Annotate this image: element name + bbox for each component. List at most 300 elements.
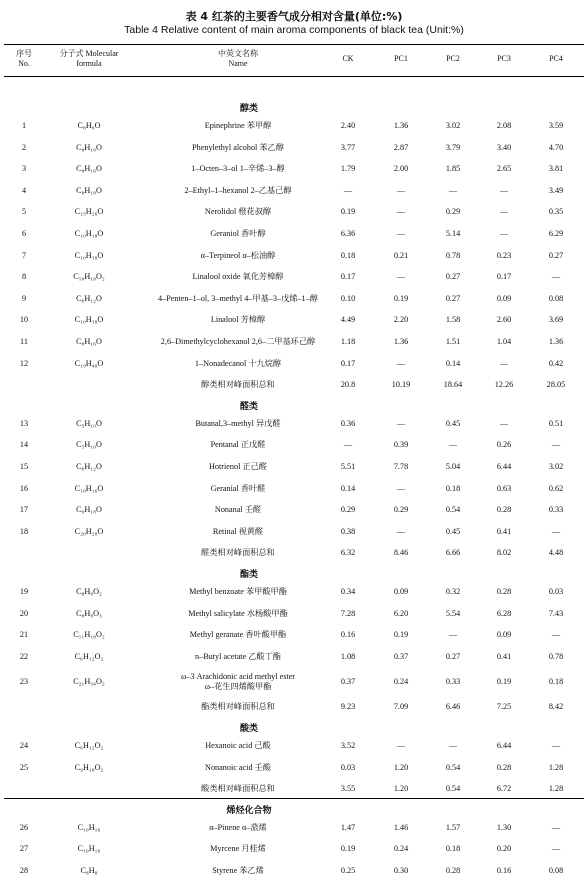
cell-pc4: 1.36 <box>548 337 564 346</box>
cell-pc1: 0.19 <box>393 630 409 640</box>
header-formula-cn: 分子式 Molecular <box>59 49 119 58</box>
cell-pc3: 0.63 <box>496 483 512 493</box>
cell-pc2: 0.32 <box>445 587 461 596</box>
cell-ck: 0.25 <box>340 866 356 875</box>
cell-pc2: 1.85 <box>445 164 461 174</box>
table-row <box>4 353 584 375</box>
cell-pc3: 1.30 <box>496 822 512 832</box>
table-row <box>4 860 584 882</box>
cell-pc4: 6.29 <box>548 229 564 238</box>
cell-pc2: 3.79 <box>445 142 461 152</box>
cell-no: 12 <box>19 358 29 368</box>
name-line-1: ω–3 Arachidonic acid methyl ester <box>180 672 296 682</box>
section-header <box>4 394 584 414</box>
header-no-cn: 序号 <box>16 49 32 58</box>
section-title: 酯类 <box>239 570 258 580</box>
cell-pc2: 0.27 <box>445 272 461 282</box>
cell-name: n–Butyl acetate 乙酸丁酯 <box>195 651 281 661</box>
cell-formula: C₉H₁₈O₂ <box>74 762 104 772</box>
cell-pc3: 2.08 <box>496 121 512 130</box>
table-row <box>4 499 584 521</box>
cell-ck: 9.23 <box>340 702 356 712</box>
header-pc3: PC3 <box>497 54 511 63</box>
table-row <box>4 581 584 603</box>
header-no-en: No. <box>18 59 30 68</box>
header-pc1: PC1 <box>394 54 408 63</box>
cell-ck: 0.16 <box>340 630 356 640</box>
cell-pc2: 1.58 <box>445 315 461 325</box>
cell-pc2: 0.33 <box>445 677 461 687</box>
cell-no: 25 <box>19 762 29 772</box>
cell-pc2: 0.27 <box>445 651 461 661</box>
cell-pc2: 0.78 <box>445 250 461 260</box>
table-row <box>4 735 584 757</box>
cell-pc4: –– <box>551 822 561 832</box>
header-pc2: PC2 <box>446 54 460 63</box>
cell-formula: C₁₀H₁₈O <box>74 229 104 238</box>
cell-pc1: 7.09 <box>393 702 409 712</box>
cell-no: 2 <box>21 142 27 152</box>
header-ck: CK <box>342 54 354 63</box>
header-pc4: PC4 <box>549 54 563 63</box>
cell-name: Nonanoic acid 壬酸 <box>205 762 271 772</box>
table-row <box>4 309 584 331</box>
cell-pc1: –– <box>396 483 406 493</box>
cell-pc2: 0.54 <box>445 762 461 772</box>
cell-formula: C₆H₁₂O₂ <box>74 741 104 750</box>
cell-pc2: 0.54 <box>445 784 461 794</box>
cell-pc1: 2.20 <box>393 315 409 325</box>
cell-pc4: –– <box>551 440 561 450</box>
cell-no: 18 <box>19 526 29 536</box>
table-title-cn: 表 4 红茶的主要香气成分相对含量(单位:%) <box>185 10 403 23</box>
cell-pc4: 0.42 <box>548 358 564 368</box>
cell-formula: C₈H₈O₂ <box>76 587 102 596</box>
cell-no: 4 <box>21 185 27 195</box>
cell-pc4: 0.51 <box>548 418 564 428</box>
section-header <box>4 798 584 818</box>
cell-pc1: 0.30 <box>393 866 409 875</box>
cell-pc1: 1.20 <box>393 762 409 772</box>
cell-pc3: 2.65 <box>496 164 512 174</box>
table-row <box>4 667 584 697</box>
table-title-en: Table 4 Relative content of main aroma components of black tea (Unit:%) <box>124 24 464 36</box>
cell-no: 8 <box>21 272 27 282</box>
cell-pc4: 3.02 <box>548 462 564 471</box>
cell-pc3: 0.41 <box>496 651 512 661</box>
cell-ck: 0.10 <box>340 293 356 303</box>
cell-pc1: –– <box>396 185 406 195</box>
cell-no: 14 <box>19 440 29 450</box>
cell-formula: C₆H₁₂O <box>76 293 102 303</box>
cell-pc4: 0.08 <box>548 866 564 875</box>
cell-pc3: 0.16 <box>496 866 512 875</box>
cell-pc3: 0.28 <box>496 505 512 515</box>
cell-pc3: 3.40 <box>496 142 512 152</box>
table-row <box>4 266 584 288</box>
cell-name: Epinephrine 苯甲醇 <box>204 121 272 130</box>
cell-pc3: –– <box>499 229 509 238</box>
cell-pc4: 0.35 <box>548 207 564 217</box>
cell-pc2: –– <box>448 741 458 750</box>
cell-ck: 3.55 <box>340 784 356 794</box>
cell-no: 16 <box>19 483 29 493</box>
cell-name: α–Pinene α–蒎烯 <box>209 822 267 832</box>
cell-name: Linalool oxide 氧化芳樟醇 <box>192 272 284 282</box>
cell-formula: C₈H₈O <box>77 121 101 130</box>
cell-formula: C₉H₁₈O <box>76 505 102 515</box>
cell-pc2: 1.57 <box>445 822 461 832</box>
cell-no: 10 <box>19 315 29 325</box>
cell-pc4: 0.18 <box>548 677 564 687</box>
cell-pc1: 1.36 <box>393 337 409 346</box>
cell-name: α–Terpineol α–松油醇 <box>200 250 276 260</box>
cell-no: 1 <box>21 121 27 130</box>
cell-pc3: –– <box>499 358 509 368</box>
cell-pc2: 6.46 <box>445 702 461 712</box>
cell-pc4: 28.05 <box>546 380 566 390</box>
cell-pc4: 7.43 <box>548 608 564 618</box>
cell-formula: C₁₅H₂₆O <box>74 207 104 217</box>
cell-no: 19 <box>19 587 29 596</box>
cell-ck: 0.19 <box>340 207 356 217</box>
cell-ck: 2.40 <box>340 121 356 130</box>
cell-formula: C₆H₁₂O <box>76 462 102 471</box>
cell-pc2: 5.04 <box>445 462 461 471</box>
cell-ck: 0.36 <box>340 418 356 428</box>
cell-pc4: 1.28 <box>548 762 564 772</box>
cell-formula: C₈H₁₀O <box>76 142 102 152</box>
cell-pc1: 0.24 <box>393 844 409 854</box>
cell-pc1: 7.78 <box>393 462 409 471</box>
cell-ck: 0.17 <box>340 358 356 368</box>
section-header <box>4 716 584 736</box>
cell-name: 2–Ethyl–1–hexanol 2–乙基己醇 <box>184 185 292 195</box>
table-row <box>4 603 584 625</box>
cell-pc3: 0.09 <box>496 293 512 303</box>
cell-ck: 0.29 <box>340 505 356 515</box>
cell-name: 1–Octen–3–ol 1–辛烯–3–醇 <box>191 164 285 174</box>
cell-formula: C₆H₁₂O₂ <box>74 651 104 661</box>
table-row <box>4 288 584 310</box>
cell-ck: 0.34 <box>340 587 356 596</box>
cell-formula: C₅H₁₀O <box>76 418 102 428</box>
cell-pc1: 10.19 <box>391 380 411 390</box>
cell-formula: C₁₀H₁₆ <box>77 822 101 832</box>
cell-pc4: 0.03 <box>548 587 564 596</box>
cell-formula: C₁₀H₁₈O₂ <box>73 272 105 282</box>
cell-no: 24 <box>19 741 29 750</box>
cell-pc4: 3.49 <box>548 185 564 195</box>
cell-pc1: 0.09 <box>393 587 409 596</box>
table-row <box>4 478 584 500</box>
cell-pc4: 3.69 <box>548 315 564 325</box>
cell-pc3: 0.26 <box>496 440 512 450</box>
cell-name: 醇类相对峰面积总和 <box>201 380 275 390</box>
cell-pc1: 1.20 <box>393 784 409 794</box>
cell-name: Myrcene 月桂烯 <box>210 844 266 854</box>
table-row <box>4 331 584 353</box>
cell-pc1: –– <box>396 526 406 536</box>
cell-pc2: 0.28 <box>445 866 461 875</box>
cell-name: 酯类相对峰面积总和 <box>201 702 275 712</box>
cell-pc1: –– <box>396 358 406 368</box>
cell-ck: 0.14 <box>340 483 356 493</box>
cell-pc2: 18.64 <box>443 380 463 390</box>
table-row <box>4 201 584 223</box>
cell-pc1: 0.37 <box>393 651 409 661</box>
cell-no: 26 <box>19 822 29 832</box>
header-name-en: Name <box>228 59 248 68</box>
cell-name: Butanal,3–methyl 异戊醛 <box>195 418 281 428</box>
cell-no: 11 <box>20 337 28 346</box>
cell-pc3: 0.19 <box>496 677 512 687</box>
cell-no: 13 <box>19 418 29 428</box>
cell-no: 3 <box>21 164 27 174</box>
cell-no: 5 <box>21 207 27 217</box>
table-row <box>4 223 584 245</box>
cell-no: 17 <box>19 505 29 515</box>
table-row <box>4 434 584 456</box>
cell-pc1: –– <box>396 272 406 282</box>
table-row <box>4 456 584 478</box>
cell-pc3: 6.28 <box>496 608 512 618</box>
cell-name: Phenylethyl alcohol 苯乙醇 <box>192 142 284 152</box>
cell-pc3: 6.44 <box>496 741 512 750</box>
cell-pc2: 0.27 <box>445 293 461 303</box>
table-row <box>4 413 584 435</box>
cell-ck: 6.32 <box>340 548 356 558</box>
cell-formula: C₁₉H₄₀O <box>74 358 104 368</box>
cell-no: 27 <box>19 844 29 854</box>
cell-ck: 0.37 <box>340 677 356 687</box>
cell-formula: C₂₀H₂₈O <box>74 526 104 536</box>
cell-pc1: 8.46 <box>393 548 409 558</box>
cell-name: 酸类相对峰面积总和 <box>201 784 275 794</box>
cell-pc4: –– <box>551 741 561 750</box>
cell-pc4: 0.62 <box>548 483 564 493</box>
cell-pc2: 5.54 <box>445 608 461 618</box>
cell-pc1: 6.20 <box>393 608 409 618</box>
cell-name: Linalool 芳樟醇 <box>210 315 266 325</box>
section-title: 烯烃化合物 <box>226 805 272 816</box>
cell-name: Hotrienol 正己醛 <box>209 462 267 471</box>
cell-formula: C₂₁H₃₄O₂ <box>73 677 105 687</box>
cell-pc3: 8.02 <box>496 548 512 558</box>
cell-formula: C₁₀H₁₈O <box>74 315 104 325</box>
cell-pc1: 0.21 <box>393 250 409 260</box>
table-row <box>4 817 584 839</box>
cell-formula: C₁₁H₁₈O₂ <box>73 630 105 640</box>
cell-pc1: 0.19 <box>393 293 409 303</box>
cell-ck: 0.18 <box>340 250 356 260</box>
cell-pc2: 0.54 <box>445 505 461 515</box>
cell-name: Hexanoic acid 己酸 <box>205 741 271 750</box>
cell-name: Methyl benzoate 苯甲酸甲酯 <box>189 587 287 596</box>
section-title: 酸类 <box>239 724 258 734</box>
cell-pc3: –– <box>499 185 509 195</box>
cell-pc3: 2.60 <box>496 315 512 325</box>
cell-no: 28 <box>19 866 29 875</box>
cell-pc1: 0.24 <box>393 677 409 687</box>
cell-name: Geraniol 香叶醇 <box>210 229 266 238</box>
cell-pc2: –– <box>448 440 458 450</box>
cell-no: 9 <box>21 293 27 303</box>
cell-name: Methyl salicylate 水杨酸甲酯 <box>188 608 288 618</box>
cell-pc3: 0.23 <box>496 250 512 260</box>
table-row <box>4 624 584 646</box>
cell-ck: 0.03 <box>340 762 356 772</box>
cell-pc2: 0.45 <box>445 418 461 428</box>
table-row <box>4 245 584 267</box>
cell-pc4: –– <box>551 272 561 282</box>
table-row <box>4 180 584 202</box>
section-header <box>4 96 584 116</box>
cell-pc1: 0.39 <box>393 440 409 450</box>
cell-ck: 5.51 <box>340 462 356 471</box>
cell-pc3: 0.28 <box>496 762 512 772</box>
cell-pc3: –– <box>499 207 509 217</box>
section-title: 醛类 <box>239 401 258 412</box>
cell-pc3: 0.17 <box>496 272 512 282</box>
section-header <box>4 562 584 582</box>
cell-formula: C₁₀H₁₆O <box>74 483 104 493</box>
cell-pc1: 2.87 <box>393 142 409 152</box>
cell-pc4: 0.78 <box>548 651 564 661</box>
cell-ck: 0.38 <box>340 526 356 536</box>
cell-formula: C₈H₈ <box>80 866 98 875</box>
cell-pc2: 0.14 <box>445 358 461 368</box>
cell-formula: C₅H₁₀O <box>76 440 102 450</box>
cell-ck: 3.52 <box>340 741 356 750</box>
cell-ck: 1.18 <box>340 337 356 346</box>
cell-pc4: 4.70 <box>548 142 564 152</box>
cell-formula: C₁₀H₁₆ <box>77 844 101 854</box>
cell-pc3: 0.41 <box>496 526 512 536</box>
cell-pc4: 3.59 <box>548 121 564 130</box>
cell-ck: –– <box>343 440 353 450</box>
cell-pc1: –– <box>396 207 406 217</box>
cell-name: Geranial 香叶醛 <box>210 483 266 493</box>
cell-pc2: 6.66 <box>445 548 461 558</box>
cell-ck: 1.47 <box>340 822 356 832</box>
cell-pc3: 0.28 <box>496 587 512 596</box>
cell-name: 2,6–Dimethylcyclohexanol 2,6–二甲基环己醇 <box>160 337 316 346</box>
cell-ck: 1.08 <box>340 651 356 661</box>
cell-formula: C₁₀H₁₈O <box>74 250 104 260</box>
cell-no: 23 <box>19 677 29 687</box>
cell-name: Styrene 苯乙烯 <box>212 866 264 875</box>
cell-pc4: 3.81 <box>548 164 564 174</box>
cell-formula: C₈H₁₈O <box>76 185 102 195</box>
cell-pc2: –– <box>448 185 458 195</box>
cell-pc1: 0.29 <box>393 505 409 515</box>
top-rule <box>4 44 584 45</box>
table-row <box>4 646 584 668</box>
cell-ck: 0.19 <box>340 844 356 854</box>
cell-pc1: –– <box>396 741 406 750</box>
header-rule <box>4 76 584 77</box>
table-row <box>4 521 584 543</box>
cell-formula: C₈H₈O₃ <box>76 608 102 618</box>
cell-pc3: –– <box>499 418 509 428</box>
cell-pc2: –– <box>448 630 458 640</box>
cell-ck: 3.77 <box>340 142 356 152</box>
cell-ck: 20.8 <box>340 380 356 390</box>
header-name <box>136 49 340 69</box>
cell-pc4: 4.48 <box>548 548 564 558</box>
cell-no: 21 <box>19 630 29 640</box>
cell-ck: 7.28 <box>340 608 356 618</box>
cell-pc4: –– <box>551 630 561 640</box>
header-no <box>4 49 44 69</box>
table-row <box>4 158 584 180</box>
cell-pc4: 0.33 <box>548 505 564 515</box>
cell-name: 1–Nonadecanol 十九烷醇 <box>194 358 282 368</box>
cell-no: 6 <box>21 229 27 238</box>
table-row <box>4 757 584 779</box>
cell-pc1: –– <box>396 229 406 238</box>
cell-name <box>136 667 340 697</box>
cell-pc2: 0.29 <box>445 207 461 217</box>
cell-pc2: 5.14 <box>445 229 461 238</box>
cell-ck: –– <box>343 185 353 195</box>
cell-formula: C₈H₁₆O <box>76 164 102 174</box>
cell-pc1: –– <box>396 418 406 428</box>
header-formula <box>48 49 130 69</box>
cell-pc2: 1.51 <box>445 337 461 346</box>
cell-pc4: 1.28 <box>548 784 564 794</box>
cell-pc4: 8.42 <box>548 702 564 712</box>
cell-ck: 0.17 <box>340 272 356 282</box>
cell-no: 15 <box>19 462 29 471</box>
cell-pc2: 0.45 <box>445 526 461 536</box>
table-row <box>4 838 584 860</box>
cell-pc2: 0.18 <box>445 844 461 854</box>
cell-ck: 6.36 <box>340 229 356 238</box>
cell-name: 4–Penten–1–ol, 3–methyl 4–甲基–3–戊烯–1–醇 <box>158 293 318 303</box>
cell-pc1: 1.46 <box>393 822 409 832</box>
cell-ck: 1.79 <box>340 164 356 174</box>
cell-pc1: 2.00 <box>393 164 409 174</box>
cell-pc4: –– <box>551 526 561 536</box>
name-line-2: ω–花生四烯酸甲酯 <box>204 682 272 692</box>
cell-pc4: 0.08 <box>548 293 564 303</box>
cell-name: Pentanal 正戊醛 <box>210 440 266 450</box>
cell-pc3: 1.04 <box>496 337 512 346</box>
table-row <box>4 137 584 159</box>
cell-pc3: 7.25 <box>496 702 512 712</box>
cell-pc3: 0.20 <box>496 844 512 854</box>
header-name-cn: 中英文名称 <box>218 49 258 58</box>
cell-name: Retinal 视黄醛 <box>212 526 264 536</box>
cell-name: 醛类相对峰面积总和 <box>201 548 275 558</box>
cell-ck: 4.49 <box>340 315 356 325</box>
cell-pc3: 6.72 <box>496 784 512 794</box>
cell-pc3: 6.44 <box>496 462 512 471</box>
cell-pc3: 0.09 <box>496 630 512 640</box>
header-formula-en: formula <box>76 59 102 68</box>
table-row <box>4 115 584 137</box>
cell-formula: C₈H₁₆O <box>76 337 102 346</box>
cell-no: 7 <box>21 250 27 260</box>
cell-pc4: 0.27 <box>548 250 564 260</box>
cell-no: 22 <box>19 651 29 661</box>
cell-pc2: 0.18 <box>445 483 461 493</box>
cell-pc2: 3.02 <box>445 121 461 130</box>
cell-no: 20 <box>19 608 29 618</box>
cell-pc3: 12.26 <box>494 380 514 390</box>
